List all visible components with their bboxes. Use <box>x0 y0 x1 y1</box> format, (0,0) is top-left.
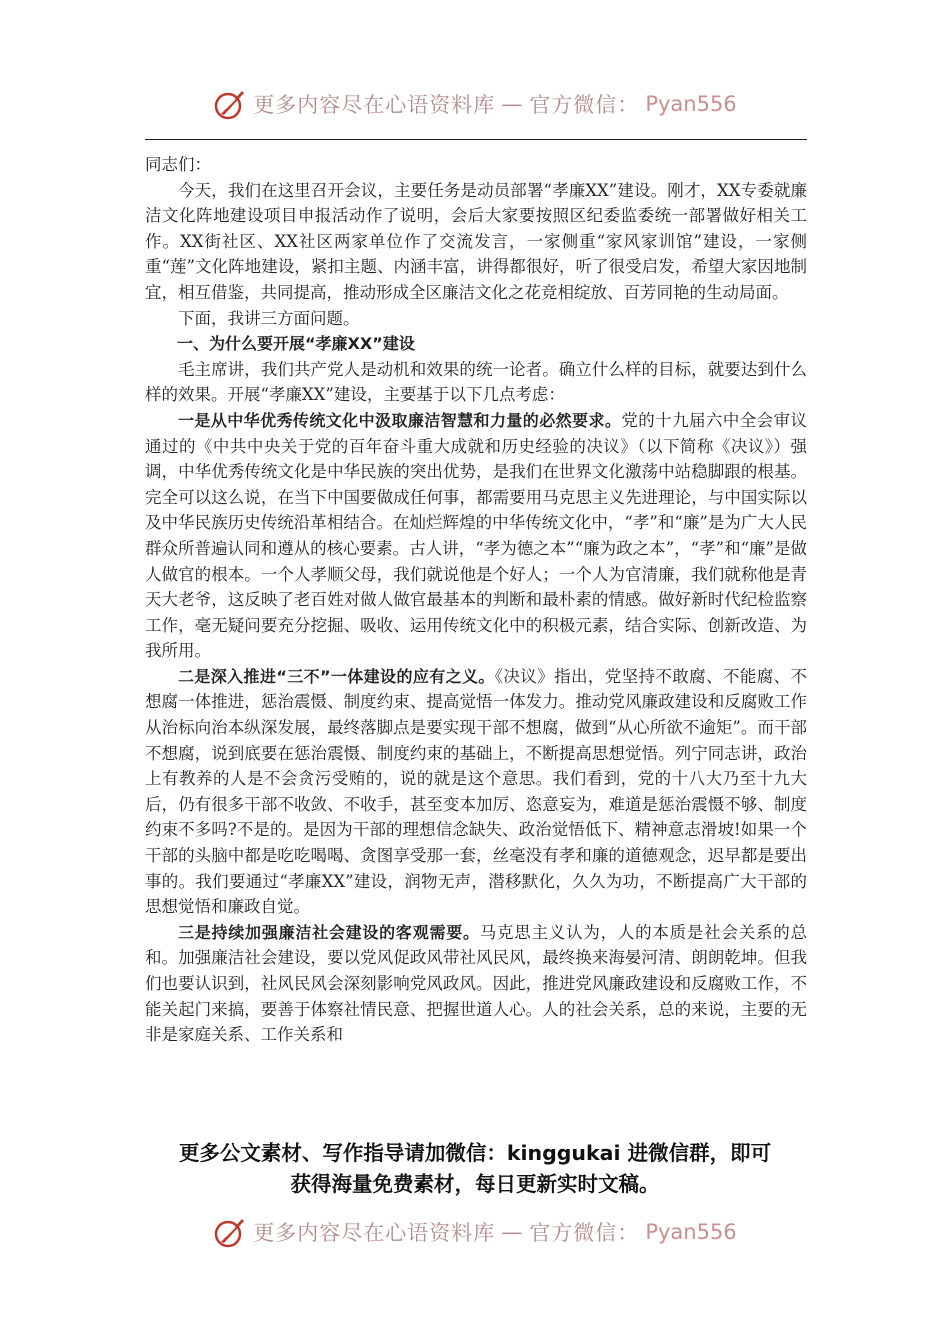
header-divider <box>145 139 807 140</box>
quill-logo-icon <box>213 1215 247 1249</box>
paragraph-opening: 今天，我们在这里召开会议，主要任务是动员部署“孝廉XX”建设。刚才，XX专委就廉洁文化阵地建设项目申报活动作了说明，会后大家要按照区纪委监委统一部署做好相关工作。XX街社区、XX社区两家单位作了交流发言，一家侧重“家风家训馆”建设，一家侧重“莲”文化阵地建设，紧扣主题、内涵丰富，讲得都很好，听了很受启发，希望大家因地制宜，相互借鉴，共同提高，推动形成全区廉洁文化之花竞相绽放、百芳同艳的生动局面。 <box>145 180 807 302</box>
page-footer <box>0 1212 950 1252</box>
promo-line-1: 更多公文素材、写作指导请加微信：kinggukai 进微信群，即可 <box>178 1141 772 1165</box>
wechat-label: 官方微信： <box>529 1221 640 1245</box>
brand-watermark <box>213 1215 736 1249</box>
salutation: 同志们： <box>145 155 211 174</box>
brand-dash: — <box>501 92 524 116</box>
point-paragraph <box>145 920 807 1048</box>
paragraph-outline: 下面，我讲三方面问题。 <box>178 308 360 328</box>
point-lead: 三是持续加强廉洁社会建设的客观需要。 <box>178 922 480 942</box>
point-lead: 二是深入推进“三不”一体建设的应有之义。 <box>178 666 495 686</box>
point-text: 《决议》指出，党坚持不敢腐、不能腐、不想腐一体推进，惩治震慑、制度约束、提高觉悟一体发力。推动党风廉政建设和反腐败工作从治标向治本纵深发展，最终落脚点是要实现干部不想腐，做到“从心所欲不逾矩”。而干部不想腐，说到底要在惩治震慑、制度约束的基础上，不断提高思想觉悟。列宁同志讲，政治上有教养的人是不会贪污受贿的，说的就是这个意思。我们看到，党的十八大乃至十九大后，仍有很多干部不收敛、不收手，甚至变本加厉、恣意妄为，难道是惩治震慑不够、制度约束不多吗?不是的。是因为干部的理想信念缺失、政治觉悟低下、精神意志滑坡!如果一个干部的头脑中都是吃吃喝喝、贪图享受那一套，丝毫没有孝和廉的道德观念，迟早都是要出事的。我们要通过“孝廉XX”建设，润物无声，潜移默化，久久为功，不断提高广大干部的思想觉悟和廉政自觉。 <box>145 666 807 917</box>
promo-notice <box>0 1138 950 1200</box>
point-paragraph <box>145 664 807 920</box>
brand-watermark <box>213 87 736 121</box>
promo-line-2: 获得海量免费素材，每日更新实时文稿。 <box>290 1172 660 1196</box>
section-intro: 毛主席讲，我们共产党人是动机和效果的统一论者。确立什么样的目标，就要达到什么样的效果。开展“孝廉XX”建设，主要基于以下几点考虑： <box>145 359 807 405</box>
wechat-id: Pyan556 <box>645 1220 737 1244</box>
wechat-label: 官方微信： <box>529 93 640 117</box>
brand-dash: — <box>501 1220 524 1244</box>
page-header <box>0 84 950 124</box>
wechat-id: Pyan556 <box>645 92 737 116</box>
document-body <box>145 152 807 1048</box>
point-text: 党的十九届六中全会审议通过的《中共中央关于党的百年奋斗重大成就和历史经验的决议》（以下简称《决议》）强调，中华优秀传统文化是中华民族的突出优势，是我们在世界文化激荡中站稳脚跟的根基。完全可以这么说，在当下中国要做成任何事，都需要用马克思主义先进理论，与中国实际以及中华民族历史传统沿革相结合。在灿烂辉煌的中华传统文化中，“孝”和“廉”是为广大人民群众所普遍认同和遵从的核心要素。古人讲，“孝为德之本”“廉为政之本”，“孝”和“廉”是做人做官的根本。一个人孝顺父母，我们就说他是个好人；一个人为官清廉，我们就称他是青天大老爷，这反映了老百姓对做人做官最基本的判断和最朴素的情感。做好新时代纪检监察工作，毫无疑问要充分挖掘、吸收、运用传统文化中的积极元素，结合实际、创新改造、为我所用。 <box>145 410 807 661</box>
brand-text: 更多内容尽在心语资料库 <box>253 1221 496 1245</box>
point-paragraph <box>145 408 807 664</box>
brand-text: 更多内容尽在心语资料库 <box>253 93 496 117</box>
point-lead: 一是从中华优秀传统文化中汲取廉洁智慧和力量的必然要求。 <box>178 410 622 430</box>
section-heading: 一、为什么要开展“孝廉XX”建设 <box>177 334 415 354</box>
quill-logo-icon <box>213 87 247 121</box>
point-text: 马克思主义认为，人的本质是社会关系的总和。加强廉洁社会建设，要以党风促政风带社风民风，最终换来海晏河清、朗朗乾坤。但我们也要认识到，社风民风会深刻影响党风政风。因此，推进党风廉政建设和反腐败工作，不能关起门来搞，要善于体察社情民意、把握世道人心。人的社会关系，总的来说，主要的无非是家庭关系、工作关系和 <box>145 922 807 1045</box>
